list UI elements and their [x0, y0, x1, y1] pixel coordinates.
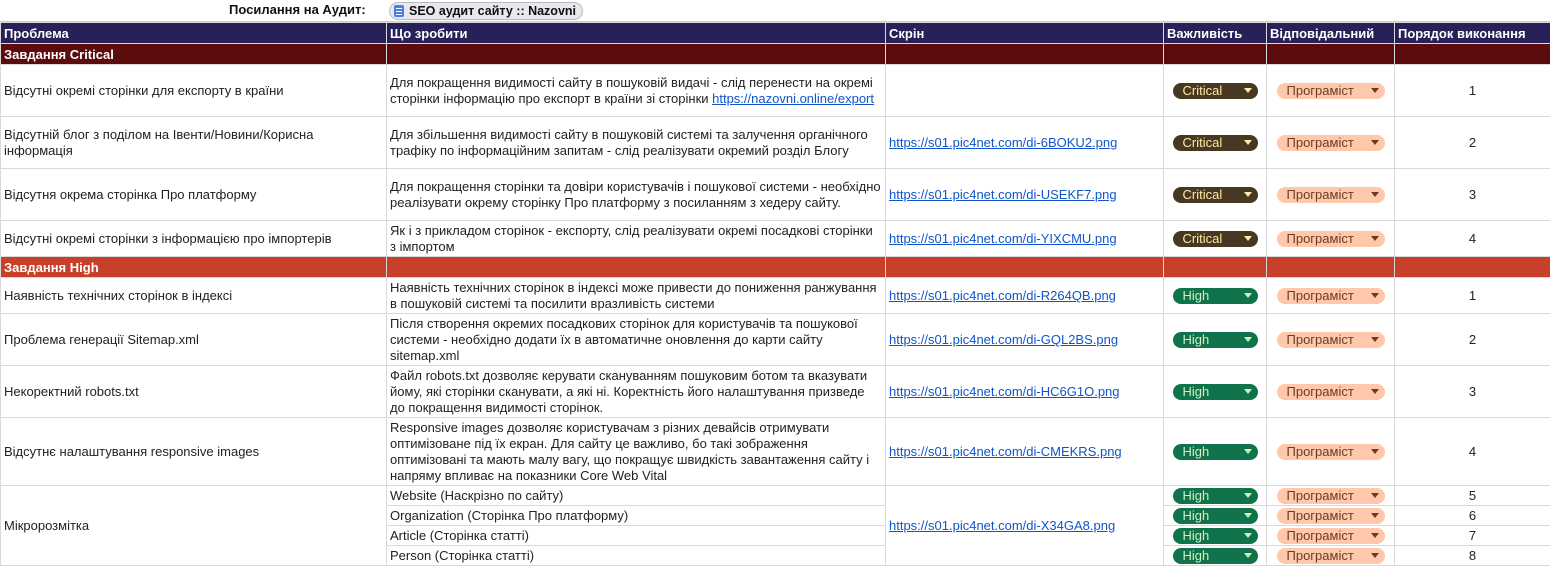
chevron-down-icon — [1244, 389, 1252, 394]
owner-cell[interactable] — [1267, 221, 1395, 257]
table-header-row — [1, 23, 1550, 44]
importance-dropdown[interactable]: High — [1173, 528, 1258, 544]
screen-cell[interactable] — [886, 314, 1164, 366]
screen-link[interactable]: https://s01.pic4net.com/di-YIXCMU.png — [889, 231, 1117, 246]
owner-dropdown[interactable]: Програміст — [1277, 508, 1385, 524]
screen-cell[interactable] — [886, 169, 1164, 221]
chevron-down-icon — [1244, 293, 1252, 298]
importance-dropdown[interactable]: High — [1173, 288, 1258, 304]
screen-link[interactable]: https://s01.pic4net.com/di-USEKF7.png — [889, 187, 1117, 202]
desc-cell[interactable]: Файл robots.txt дозволяє керувати скануванням пошуковим ботом та вказувати йому, які сторінки сканувати, а які ні. Коректність його налаштування призведе до покращення видимості сторінок. — [387, 366, 886, 418]
chevron-down-icon — [1244, 553, 1252, 558]
chevron-down-icon — [1244, 140, 1252, 145]
chevron-down-icon — [1244, 88, 1252, 93]
owner-dropdown[interactable]: Програміст — [1277, 288, 1385, 304]
importance-dropdown[interactable]: High — [1173, 444, 1258, 460]
order-cell[interactable]: 6 — [1395, 506, 1550, 526]
order-cell[interactable]: 3 — [1395, 366, 1550, 418]
problem-cell[interactable]: Відсутні окремі сторінки для експорту в країни — [1, 65, 387, 117]
problem-cell[interactable]: Некоректний robots.txt — [1, 366, 387, 418]
desc-cell[interactable]: Organization (Сторінка Про платформу) — [387, 506, 886, 526]
audit-link-bar — [0, 0, 1550, 22]
owner-cell[interactable] — [1267, 65, 1395, 117]
order-cell[interactable]: 4 — [1395, 221, 1550, 257]
screen-link[interactable]: https://s01.pic4net.com/di-R264QB.png — [889, 288, 1116, 303]
order-cell[interactable]: 2 — [1395, 314, 1550, 366]
importance-dropdown[interactable]: High — [1173, 488, 1258, 504]
header-owner[interactable]: Відповідальний — [1267, 23, 1395, 44]
header-importance[interactable]: Важливість — [1164, 23, 1267, 44]
problem-cell[interactable]: Відсутній блог з поділом на Івенти/Новини/Корисна інформація — [1, 117, 387, 169]
problem-cell[interactable]: Мікророзмітка — [1, 486, 387, 566]
chevron-down-icon — [1371, 88, 1379, 93]
desc-cell[interactable]: Responsive images дозволяє користувачам з різних девайсів отримувати оптимізоване під їх екран. Для сайту це важливо, бо такі зображення оптимізовані та мають малу вагу, що покращує швидкість завантаження сайту і напряму впливає на показники Core Web Vital — [387, 418, 886, 486]
table-row — [1, 314, 1550, 366]
owner-cell[interactable] — [1267, 366, 1395, 418]
owner-dropdown[interactable]: Програміст — [1277, 444, 1385, 460]
chevron-down-icon — [1244, 533, 1252, 538]
importance-cell[interactable] — [1164, 546, 1267, 566]
importance-cell[interactable] — [1164, 486, 1267, 506]
importance-dropdown[interactable]: High — [1173, 332, 1258, 348]
chevron-down-icon — [1371, 337, 1379, 342]
table-row — [1, 418, 1550, 486]
importance-dropdown[interactable]: Critical — [1173, 231, 1258, 247]
desc-cell[interactable]: Для покращення сторінки та довіри користувачів і пошукової системи - необхідно реалізувати окрему сторінку Про платформу з посиланням з хедеру сайту. — [387, 169, 886, 221]
owner-dropdown[interactable]: Програміст — [1277, 548, 1385, 564]
owner-cell[interactable] — [1267, 117, 1395, 169]
order-cell[interactable]: 1 — [1395, 65, 1550, 117]
screen-link[interactable]: https://s01.pic4net.com/di-CMEKRS.png — [889, 444, 1122, 459]
chevron-down-icon — [1244, 236, 1252, 241]
screen-cell[interactable] — [886, 278, 1164, 314]
chevron-down-icon — [1371, 236, 1379, 241]
screen-cell[interactable] — [886, 486, 1164, 566]
table-row — [1, 278, 1550, 314]
order-cell[interactable]: 8 — [1395, 546, 1550, 566]
section-critical-title[interactable]: Завдання Critical — [1, 44, 387, 65]
screen-link[interactable]: https://s01.pic4net.com/di-6BOKU2.png — [889, 135, 1118, 150]
problem-cell[interactable]: Відсутня окрема сторінка Про платформу — [1, 169, 387, 221]
chevron-down-icon — [1371, 140, 1379, 145]
importance-dropdown[interactable]: High — [1173, 384, 1258, 400]
order-cell[interactable]: 7 — [1395, 526, 1550, 546]
desc-cell[interactable]: Article (Сторінка статті) — [387, 526, 886, 546]
screen-cell[interactable] — [886, 418, 1164, 486]
owner-dropdown[interactable]: Програміст — [1277, 231, 1385, 247]
importance-dropdown[interactable]: High — [1173, 508, 1258, 524]
chevron-down-icon — [1371, 493, 1379, 498]
importance-cell[interactable] — [1164, 366, 1267, 418]
owner-dropdown[interactable]: Програміст — [1277, 528, 1385, 544]
owner-cell[interactable] — [1267, 526, 1395, 546]
chevron-down-icon — [1371, 533, 1379, 538]
order-cell[interactable]: 3 — [1395, 169, 1550, 221]
audit-doc-chip-label: SEO аудит сайту :: Nazovni — [409, 4, 576, 18]
importance-cell[interactable] — [1164, 526, 1267, 546]
audit-doc-chip[interactable] — [389, 2, 583, 20]
importance-cell[interactable] — [1164, 221, 1267, 257]
problem-cell[interactable]: Відсутні окремі сторінки з інформацією про імпортерів — [1, 221, 387, 257]
owner-dropdown[interactable]: Програміст — [1277, 135, 1385, 151]
table-row — [1, 117, 1550, 169]
screen-link[interactable]: https://s01.pic4net.com/di-GQL2BS.png — [889, 332, 1119, 347]
importance-cell[interactable] — [1164, 506, 1267, 526]
chevron-down-icon — [1371, 389, 1379, 394]
screen-link[interactable]: https://s01.pic4net.com/di-X34GA8.png — [889, 518, 1116, 533]
section-high-title[interactable]: Завдання High — [1, 257, 387, 278]
header-todo[interactable]: Що зробити — [387, 23, 886, 44]
importance-cell[interactable] — [1164, 169, 1267, 221]
document-icon — [394, 5, 404, 17]
table-row — [1, 366, 1550, 418]
owner-dropdown[interactable]: Програміст — [1277, 187, 1385, 203]
importance-cell[interactable] — [1164, 278, 1267, 314]
importance-dropdown[interactable]: Critical — [1173, 187, 1258, 203]
chevron-down-icon — [1244, 493, 1252, 498]
chevron-down-icon — [1244, 192, 1252, 197]
table-row — [1, 169, 1550, 221]
chevron-down-icon — [1244, 513, 1252, 518]
header-order[interactable]: Порядок виконання — [1395, 23, 1550, 44]
owner-cell[interactable] — [1267, 278, 1395, 314]
chevron-down-icon — [1371, 192, 1379, 197]
chevron-down-icon — [1371, 293, 1379, 298]
header-screen[interactable]: Скрін — [886, 23, 1164, 44]
screen-cell[interactable] — [886, 117, 1164, 169]
desc-cell[interactable]: Для збільшення видимості сайту в пошуковій системі та залучення органічного трафіку по інформаційним запитам - слід реалізувати окремий розділ Блогу — [387, 117, 886, 169]
problem-cell[interactable]: Наявність технічних сторінок в індексі — [1, 278, 387, 314]
importance-dropdown[interactable]: High — [1173, 548, 1258, 564]
owner-dropdown[interactable]: Програміст — [1277, 488, 1385, 504]
screen-cell[interactable] — [886, 65, 1164, 117]
chevron-down-icon — [1371, 513, 1379, 518]
owner-cell[interactable] — [1267, 314, 1395, 366]
audit-link-label: Посилання на Аудит: — [229, 2, 366, 17]
importance-dropdown[interactable]: Critical — [1173, 135, 1258, 151]
chevron-down-icon — [1371, 553, 1379, 558]
problem-cell[interactable]: Відсутнє налаштування responsive images — [1, 418, 387, 486]
table-row — [1, 486, 1550, 506]
tasks-table — [0, 22, 1550, 566]
chevron-down-icon — [1244, 337, 1252, 342]
owner-dropdown[interactable]: Програміст — [1277, 384, 1385, 400]
importance-cell[interactable] — [1164, 65, 1267, 117]
screen-link[interactable]: https://s01.pic4net.com/di-HC6G1O.png — [889, 384, 1120, 399]
export-link[interactable]: https://nazovni.online/export — [712, 90, 875, 106]
importance-cell[interactable] — [1164, 314, 1267, 366]
chevron-down-icon — [1371, 449, 1379, 454]
screen-cell[interactable] — [886, 221, 1164, 257]
importance-dropdown[interactable]: Critical — [1173, 83, 1258, 99]
problem-cell[interactable]: Проблема генерації Sitemap.xml — [1, 314, 387, 366]
desc-cell[interactable]: Для покращення видимості сайту в пошуковій видачі - слід перенести на окремі сторінки інформацію про експорт в країни зі сторінки https://nazovni.online/export — [387, 65, 886, 117]
section-critical — [1, 44, 1550, 65]
table-row — [1, 221, 1550, 257]
chevron-down-icon — [1244, 449, 1252, 454]
owner-cell[interactable] — [1267, 546, 1395, 566]
importance-cell[interactable] — [1164, 117, 1267, 169]
order-cell[interactable]: 4 — [1395, 418, 1550, 486]
desc-cell[interactable]: Website (Наскрізно по сайту) — [387, 486, 886, 506]
owner-cell[interactable] — [1267, 169, 1395, 221]
desc-cell[interactable]: Person (Сторінка статті) — [387, 546, 886, 566]
desc-cell[interactable]: Як і з прикладом сторінок - експорту, слід реалізувати окремі посадкові сторінки з імпортом — [387, 221, 886, 257]
importance-cell[interactable] — [1164, 418, 1267, 486]
desc-cell[interactable]: Наявність технічних сторінок в індексі може привести до пониження ранжування в пошуковій системі та посилити вразливість системи — [387, 278, 886, 314]
owner-cell[interactable] — [1267, 506, 1395, 526]
section-high — [1, 257, 1550, 278]
order-cell[interactable]: 2 — [1395, 117, 1550, 169]
order-cell[interactable]: 5 — [1395, 486, 1550, 506]
desc-cell[interactable]: Після створення окремих посадкових сторінок для користувачів та пошукової системи - необхідно додати їх в автоматичне оновлення до карти сайту sitemap.xml — [387, 314, 886, 366]
owner-cell[interactable] — [1267, 486, 1395, 506]
header-problem[interactable]: Проблема — [1, 23, 387, 44]
owner-dropdown[interactable]: Програміст — [1277, 83, 1385, 99]
order-cell[interactable]: 1 — [1395, 278, 1550, 314]
table-row — [1, 65, 1550, 117]
screen-cell[interactable] — [886, 366, 1164, 418]
owner-cell[interactable] — [1267, 418, 1395, 486]
owner-dropdown[interactable]: Програміст — [1277, 332, 1385, 348]
